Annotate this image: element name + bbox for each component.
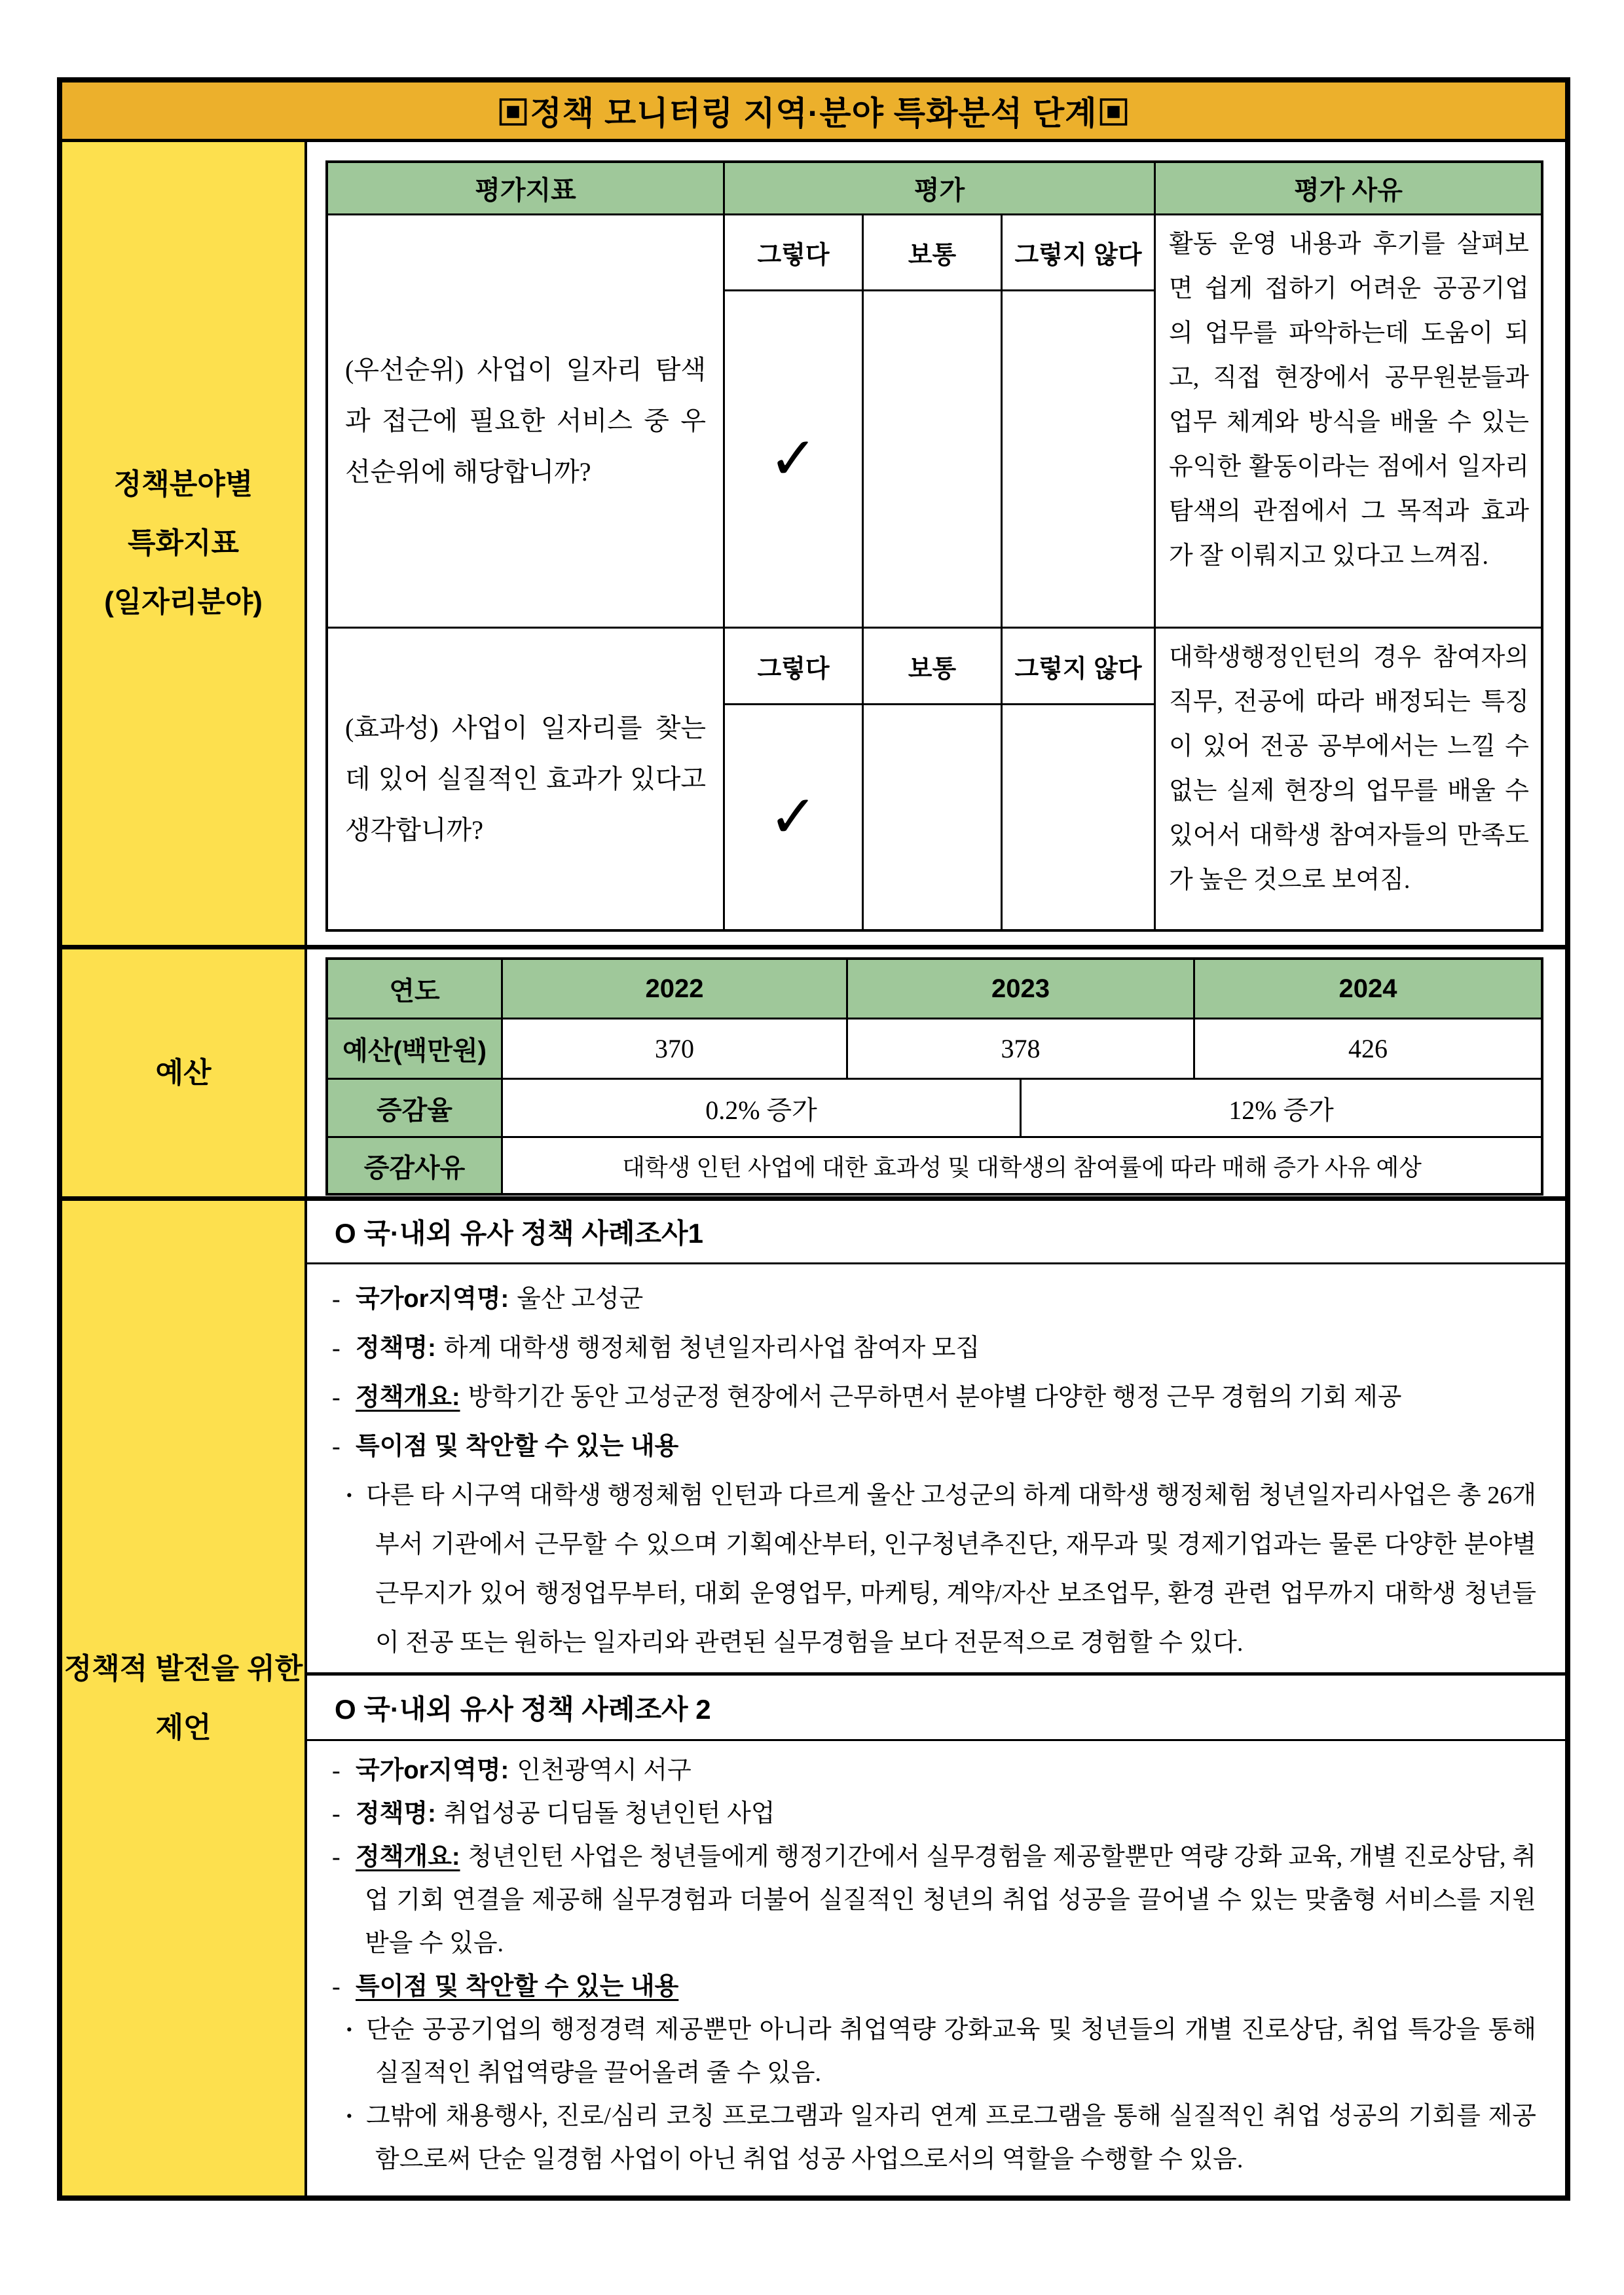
item-dash: - — [332, 1800, 341, 1827]
case-item-policy-name — [332, 1324, 1536, 1373]
amount-value: 370 — [503, 1019, 848, 1078]
sidebar-cell-budget — [62, 949, 307, 1196]
policy-monitoring-document — [57, 77, 1570, 2201]
item-text: 인천광역시 서구 — [517, 1757, 692, 1784]
reason-cell: 활동 운영 내용과 후기를 살펴보면 쉽게 접하기 어려운 공공기업의 업무를 파악하는데 도움이 되고, 직접 현장에서 공무원분들과 업무 체계와 방식을 배울 수 있는 유익한 활동이라는 점에서 일자리 탐색의 관점에서 그 목적과 효과가 잘 이뤄지고 있다고 느껴짐. — [1156, 215, 1541, 629]
scale-label-neutral: 보통 — [864, 629, 1003, 705]
checkmark-icon: ✓ — [768, 782, 819, 851]
item-dash: - — [332, 1285, 341, 1313]
case-item-policy-overview — [332, 1373, 1536, 1422]
bullet-text: 단순 공공기업의 행정경력 제공뿐만 아니라 취업역량 강화교육 및 청년들의 개별 진로상담, 취업 특강을 통해 실질적인 취업역량을 끌어올려 줄 수 있음. — [366, 2016, 1537, 2087]
page-title: ▣정책 모니터링 지역·분야 특화분석 단계▣ — [496, 95, 1131, 132]
budget-row-year — [328, 960, 1541, 1019]
answer-cell-neutral — [864, 291, 1003, 629]
section-budget — [62, 949, 1565, 1201]
item-label: 정책명: — [356, 1334, 436, 1362]
item-label: 정책개요: — [356, 1843, 460, 1871]
section-suggestions — [62, 1201, 1565, 2195]
col-header-indicator: 평가지표 — [328, 163, 725, 215]
case1-details — [307, 1264, 1565, 1676]
sidebar-label-line: 특화지표 — [127, 527, 239, 559]
scale-label-no: 그렇지 않다 — [1003, 215, 1156, 291]
item-label: 정책명: — [356, 1800, 436, 1827]
scale-label-neutral: 보통 — [864, 215, 1003, 291]
reason-cell: 대학생행정인턴의 경우 참여자의 직무, 전공에 따라 배정되는 특징이 있어 전공 공부에서는 느낄 수 없는 실제 현장의 업무를 배울 수 있어서 대학생 참여자들의 만족도가 높은 것으로 보여짐. — [1169, 644, 1529, 894]
row-label-amount: 예산(백만원) — [328, 1019, 503, 1078]
budget-content — [307, 949, 1565, 1196]
item-label: 정책개요: — [356, 1384, 460, 1411]
bullet-text: 다른 타 시구역 대학생 행정체험 인턴과 다르게 울산 고성군의 하계 대학생 행정체험 청년일자리사업은 총 26개 부서 기관에서 근무할 수 있으며 기획예산부터, 인구청년추진단, 재무과 및 경제기업과는 물론 다양한 분야별 근무지가 있어 행정업무부터, 대회 운영업무, 마케팅, 계약/자산 보조업무, 환경 관련 업무까지 대학생 청년들이 전공 또는 원하는 일자리와 관련된 실무경험을 보다 전문적으로 경험할 수 있다. — [366, 1482, 1536, 1657]
case2-header: O 국·내외 유사 정책 사례조사 2 — [307, 1676, 1565, 1741]
sidebar-cell-indicators — [62, 142, 307, 945]
col-header-reason: 평가 사유 — [1156, 163, 1541, 215]
year-value: 2023 — [848, 960, 1195, 1018]
item-text: 하계 대학생 행정체험 청년일자리사업 참여자 모집 — [443, 1334, 980, 1362]
answer-cell-yes — [725, 705, 864, 929]
case-item-region — [332, 1749, 1536, 1792]
sidebar-label: 예산 — [155, 1056, 212, 1089]
item-label: 특이점 및 착안할 수 있는 내용 — [356, 1433, 679, 1460]
item-dash: - — [332, 1384, 341, 1411]
case2-details — [307, 1741, 1565, 2192]
change-value: 12% 증가 — [1228, 1095, 1334, 1125]
budget-row-reason — [328, 1138, 1541, 1193]
scale-label-yes: 그렇다 — [725, 215, 864, 291]
scale-label-no: 그렇지 않다 — [1003, 629, 1156, 705]
row-label-change: 증감율 — [328, 1080, 503, 1136]
indicators-content — [307, 142, 1565, 945]
sidebar-label-line: 정책적 발전을 위한 — [64, 1652, 303, 1685]
change-value: 0.2% 증가 — [503, 1080, 1022, 1136]
col-header-evaluation: 평가 — [725, 163, 1156, 215]
budget-row-change — [328, 1080, 1541, 1138]
case1-header: O 국·내외 유사 정책 사례조사1 — [307, 1201, 1565, 1264]
item-label: 국가or지역명: — [356, 1285, 509, 1313]
year-value: 2024 — [1195, 960, 1541, 1018]
item-dash: - — [332, 1843, 341, 1871]
case-item-policy-name — [332, 1792, 1536, 1835]
item-dash: - — [332, 1757, 341, 1784]
budget-table — [325, 957, 1543, 1196]
bullet-dot: · — [345, 2102, 354, 2130]
item-text: 취업성공 디딤돌 청년인턴 사업 — [443, 1800, 775, 1827]
answer-cell-no — [1003, 705, 1156, 929]
amount-value: 378 — [848, 1019, 1195, 1078]
case-bullet — [332, 2095, 1536, 2181]
question-cell: (효과성) 사업이 일자리를 찾는데 있어 실질적인 효과가 있다고 생각합니까? — [328, 629, 725, 929]
sidebar-label-line: 제언 — [155, 1711, 212, 1744]
bullet-text: 그밖에 채용행사, 진로/심리 코칭 프로그램과 일자리 연계 프로그램을 통해 실질적인 취업 성공의 기회를 제공함으로써 단순 일경험 사업이 아닌 취업 성공 사업으로서의 역할을 수행할 수 있음. — [366, 2102, 1536, 2173]
item-label: 특이점 및 착안할 수 있는 내용 — [356, 1973, 679, 2000]
case-item-region — [332, 1275, 1536, 1324]
sidebar-label-line: 정책분야별 — [113, 468, 253, 500]
question-cell: (우선순위) 사업이 일자리 탐색과 접근에 필요한 서비스 중 우선순위에 해당합니까? — [328, 215, 725, 629]
bullet-dot: · — [345, 1482, 354, 1509]
bullet-dot: · — [345, 2016, 354, 2044]
year-value: 2022 — [503, 960, 848, 1018]
answer-cell-yes — [725, 291, 864, 629]
change-reason-value: 대학생 인턴 사업에 대한 효과성 및 대학생의 참여률에 따라 매해 증가 사유 예상 — [622, 1154, 1422, 1181]
scale-label-yes: 그렇다 — [725, 629, 864, 705]
item-text: 방학기간 동안 고성군정 현장에서 근무하면서 분야별 다양한 행정 근무 경험의 기회 제공 — [468, 1384, 1402, 1411]
evaluation-table — [325, 160, 1543, 932]
item-dash: - — [332, 1334, 341, 1362]
case-item-highlights — [332, 1422, 1536, 1471]
section-indicators — [62, 142, 1565, 949]
budget-row-amount — [328, 1019, 1541, 1080]
checkmark-icon: ✓ — [768, 424, 819, 493]
sidebar-cell-suggestions — [62, 1201, 307, 2195]
sidebar-label-line: (일자리분야) — [104, 586, 263, 618]
answer-cell-neutral — [864, 705, 1003, 929]
item-dash: - — [332, 1973, 341, 2000]
row-label-year: 연도 — [328, 960, 503, 1018]
amount-value: 426 — [1348, 1034, 1388, 1063]
case-bullet — [332, 2008, 1536, 2095]
answer-cell-no — [1003, 291, 1156, 629]
case-item-highlights — [332, 1965, 1536, 2008]
row-label-reason: 증감사유 — [328, 1138, 503, 1193]
item-text: 청년인턴 사업은 청년들에게 행정기간에서 실무경험을 제공할뿐만 역량 강화 교육, 개별 진로상담, 취업 기회 연결을 제공해 실무경험과 더불어 실질적인 청년의 취업 성공을 끌어낼 수 있는 맞춤형 서비스를 지원받을 수 있음. — [365, 1843, 1537, 1957]
item-dash: - — [332, 1433, 341, 1460]
item-text: 울산 고성군 — [517, 1285, 644, 1313]
title-bar — [62, 83, 1565, 142]
suggestions-content — [307, 1201, 1565, 2195]
item-label: 국가or지역명: — [356, 1757, 509, 1784]
case-bullet — [332, 1471, 1536, 1668]
case-item-policy-overview — [332, 1835, 1536, 1965]
